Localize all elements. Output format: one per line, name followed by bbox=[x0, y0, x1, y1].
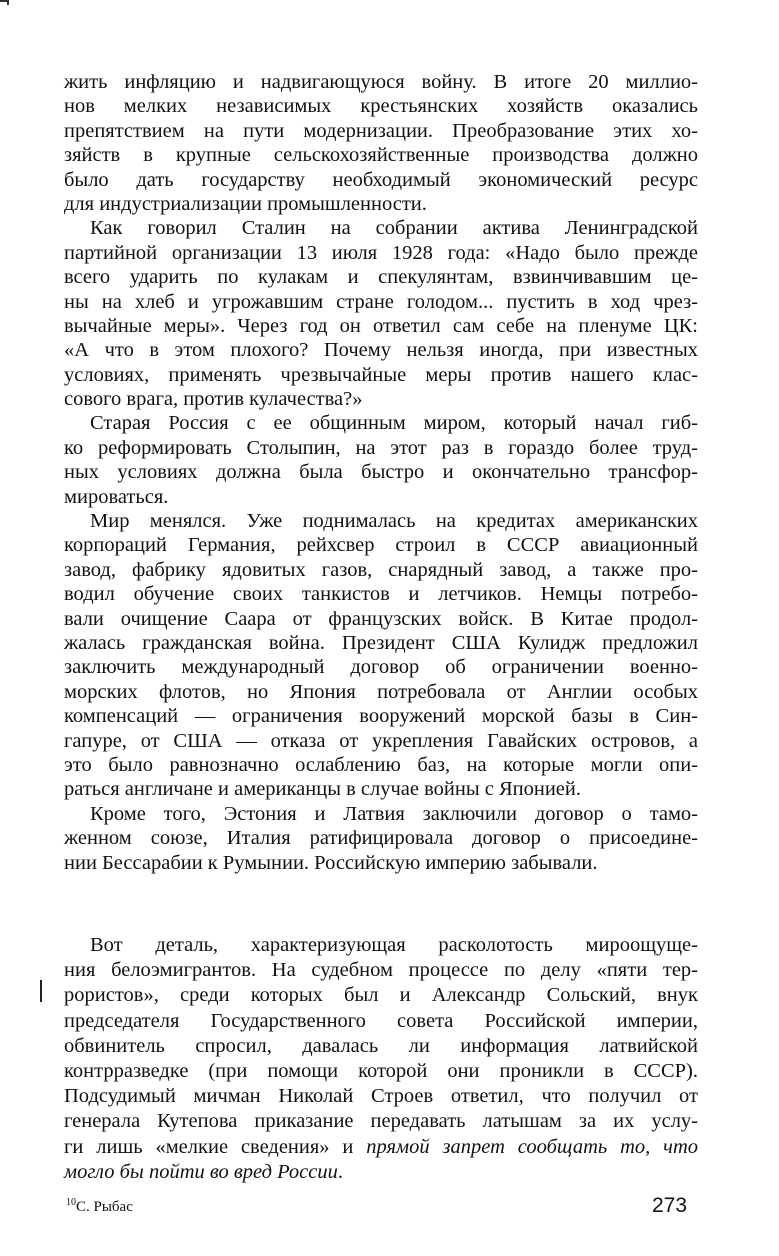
text-line: корпораций Германия, рейхсвер строил в СССР авиационный bbox=[64, 534, 698, 557]
text-line: вали очищение Саара от французских войск. В Китае продол- bbox=[64, 607, 698, 630]
text-line: контрразведке (при помощи которой они проникли в СССР). bbox=[64, 1059, 698, 1082]
text-line: ных условиях должна была быстро и окончательно трансфор- bbox=[64, 461, 698, 484]
text-line: нов мелких независимых крестьянских хозяйств оказались bbox=[64, 95, 698, 118]
text-line: женном союзе, Италия ратифицировала договор о присоедине- bbox=[64, 827, 698, 850]
text-line: для индустриализации промышленности. bbox=[64, 192, 427, 215]
text-line: гапуре, от США — отказа от укрепления Гавайских островов, а bbox=[64, 729, 698, 752]
footnote-text: С. Рыбас bbox=[76, 1199, 133, 1215]
text-line: генерала Кутепова приказание передавать латышам за их услу- bbox=[64, 1110, 698, 1133]
paragraph bbox=[64, 933, 698, 1185]
text-line: раться англичане и американцы в случае войны с Японией. bbox=[64, 778, 581, 801]
text-line: Кроме того, Эстония и Латвия заключили договор о тамо- bbox=[90, 802, 698, 825]
paragraph bbox=[64, 411, 698, 509]
text-line: нии Бессарабии к Румынии. Российскую империю забывали. bbox=[64, 851, 598, 874]
text-line: ны на хлеб и угрожавшим стране голодом... пустить в ход чрез- bbox=[64, 290, 698, 313]
text-line: Подсудимый мичман Николай Строев ответил, что получил от bbox=[64, 1085, 698, 1108]
text-line: было дать государству необходимый экономический ресурс bbox=[64, 168, 698, 191]
text-line: жить инфляцию и надвигающуюся войну. В итоге 20 миллио- bbox=[64, 71, 698, 93]
main-text-block bbox=[64, 70, 698, 875]
paragraph bbox=[64, 802, 698, 875]
footnote-number: 10 bbox=[66, 1197, 76, 1208]
text-line: партийной организации 13 июля 1928 года: «Надо было прежде bbox=[64, 241, 698, 264]
footnote bbox=[66, 1197, 133, 1216]
paragraph bbox=[64, 509, 698, 802]
text-line: мироваться. bbox=[64, 485, 169, 508]
italic-text-segment: могло бы пойти во вред России bbox=[64, 1160, 338, 1183]
text-line: ко реформировать Столыпин, на этот раз в гораздо более труд- bbox=[64, 436, 698, 459]
text-line: жалась гражданская война. Президент США Кулидж предложил bbox=[64, 631, 698, 654]
text-line: Мир менялся. Уже поднималась на кредитах американских bbox=[90, 510, 698, 533]
text-line: обвинитель спросил, давалась ли информация латвийской bbox=[64, 1034, 698, 1057]
paragraph bbox=[64, 70, 698, 216]
text-segment: . bbox=[337, 1160, 343, 1183]
text-line: зяйств в крупные сельскохозяйственные производства должно bbox=[64, 144, 698, 167]
text-segment: ги лишь «мелкие сведения» и bbox=[64, 1135, 367, 1158]
text-line: вычайные меры». Через год он ответил сам себе на пленуме ЦК: bbox=[64, 314, 698, 337]
page-number: 273 bbox=[652, 1194, 688, 1217]
anecdote-text-block bbox=[64, 933, 698, 1185]
text-line: это было равнозначно ослаблению баз, на которые могли опи- bbox=[64, 753, 698, 776]
margin-mark bbox=[40, 980, 42, 1002]
scan-corner-mark bbox=[0, 0, 9, 5]
text-line: препятствием на пути модернизации. Преобразование этих хо- bbox=[64, 119, 698, 142]
text-line: сового врага, против кулачества?» bbox=[64, 388, 363, 411]
text-line: морских флотов, но Япония потребовала от Англии особых bbox=[64, 680, 698, 703]
text-line: компенсаций — ограничения вооружений морской базы в Син- bbox=[64, 705, 698, 728]
text-line: всего ударить по кулакам и спекулянтам, взвинчивавшим це- bbox=[64, 266, 698, 289]
text-line: условиях, применять чрезвычайные меры против нашего клас- bbox=[64, 363, 698, 386]
text-line: «А что в этом плохого? Почему нельзя иногда, при известных bbox=[64, 339, 698, 362]
text-line: завод, фабрику ядовитых газов, снарядный завод, а также про- bbox=[64, 558, 698, 581]
text-line: водил обучение своих танкистов и летчиков. Немцы потребо- bbox=[64, 583, 698, 606]
text-line: Старая Россия с ее общинным миром, который начал гиб- bbox=[90, 412, 698, 435]
text-line bbox=[64, 1160, 698, 1185]
paragraph bbox=[64, 216, 698, 411]
text-line: рористов», среди которых был и Александр Сольский, внук bbox=[64, 984, 698, 1007]
text-line: ния белоэмигрантов. На судебном процессе по делу «пяти тер- bbox=[64, 959, 698, 982]
text-line bbox=[64, 1135, 698, 1160]
text-line: председателя Государственного совета Российской империи, bbox=[64, 1009, 698, 1032]
italic-text-segment: прямой запрет сообщать то, что bbox=[366, 1135, 699, 1158]
text-line: заключить международный договор об ограничении военно- bbox=[64, 656, 698, 679]
text-line: Как говорил Сталин на собрании актива Ленинградской bbox=[90, 217, 698, 240]
text-line: Вот деталь, характеризующая расколотость мироощуще- bbox=[90, 934, 698, 956]
